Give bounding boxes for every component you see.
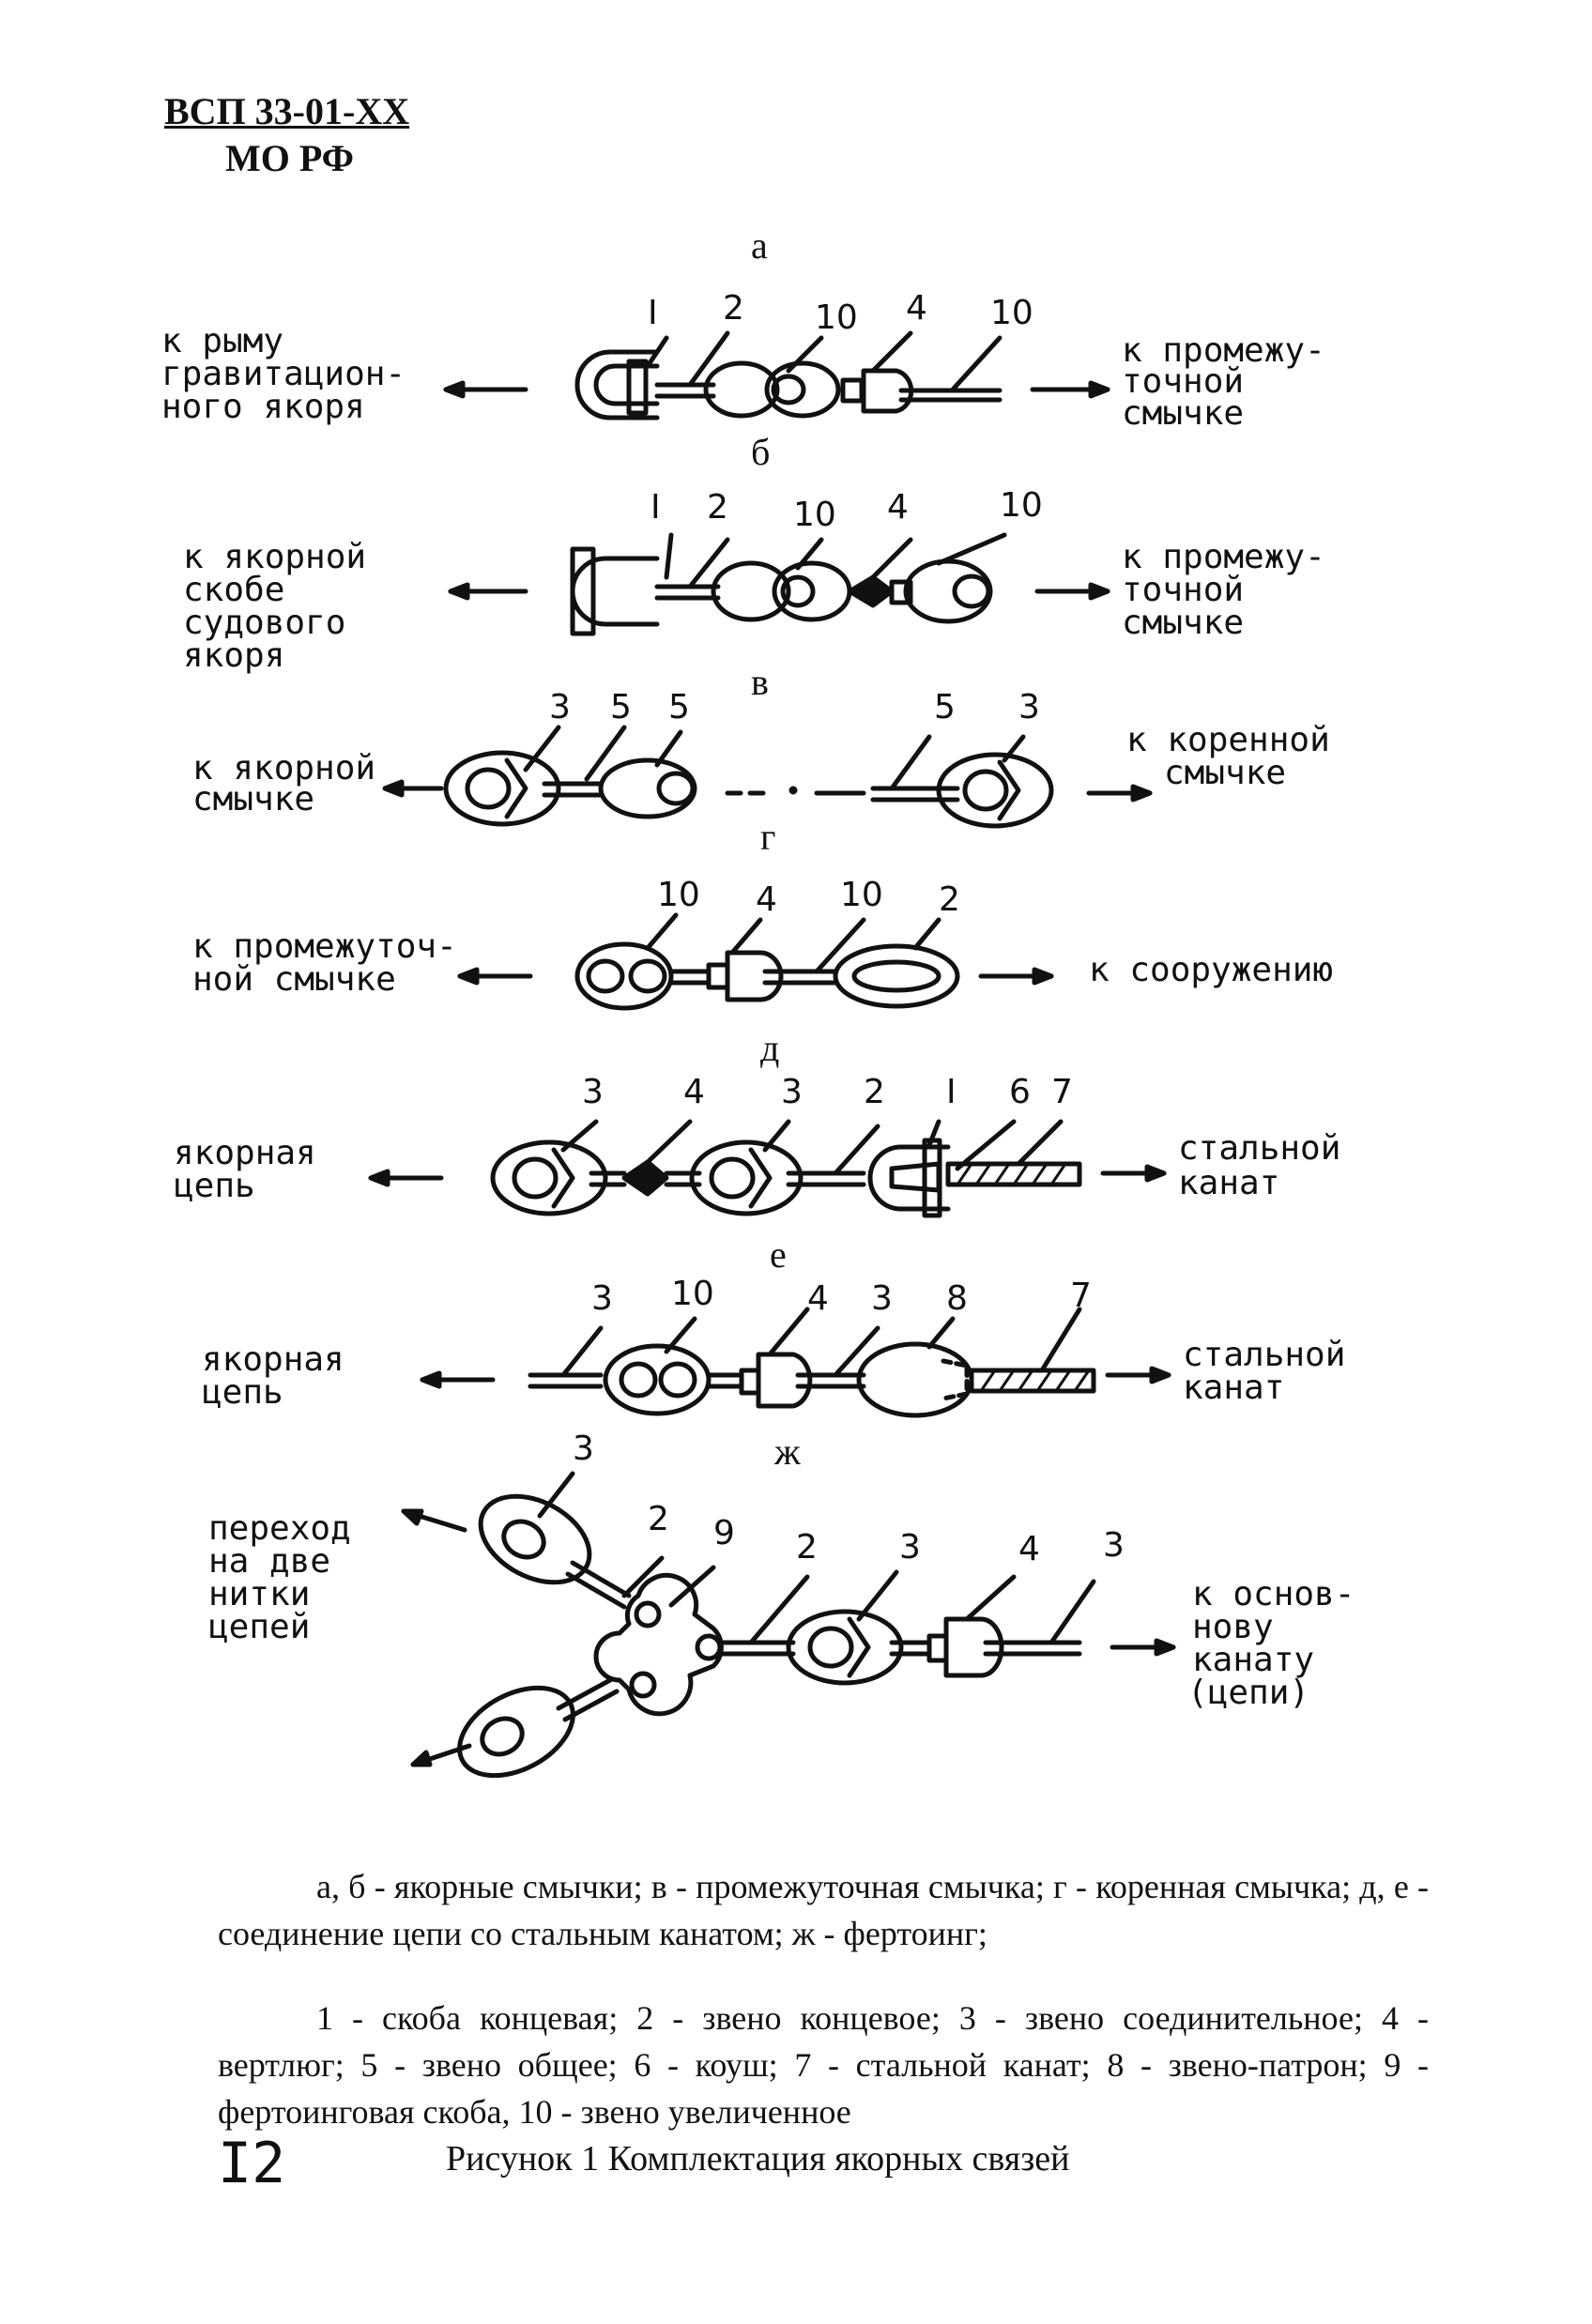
leader [666,535,671,577]
part-number: 10 [671,1275,714,1313]
connecting-link [445,1670,588,1794]
part-number: 5 [934,688,956,726]
connecting-link [692,1142,801,1214]
figure-caption: Рисунок 1 Комплектация якорных связей [446,2139,1070,2179]
part-number: 4 [887,488,909,527]
left-label: переход на две нитки цепей [208,1509,351,1646]
subfigure-g [192,816,1333,1008]
part-number: 3 [1018,688,1040,726]
right-label: стальной канат [1178,1129,1341,1202]
document-code: ВСП 33-01-ХХ [164,90,410,132]
part-number: 10 [840,876,883,914]
swivel-box [843,380,862,401]
legend-subfigures [218,1863,1429,1957]
part-number: 2 [796,1528,818,1567]
part-number: 3 [582,1073,604,1111]
part-number: 2 [707,488,728,527]
part-number: 3 [1103,1526,1125,1565]
part-number: 2 [723,289,744,328]
subfigure-letter: е [770,1233,787,1276]
subfigure-letter: а [751,224,768,267]
subfigure-letter: д [760,1027,780,1069]
part-number: 2 [648,1500,669,1538]
page-number: I2 [218,2131,286,2196]
part-number: 2 [864,1073,885,1111]
left-label: к якорной смычке [192,749,376,818]
leader [563,1328,601,1375]
connecting-link [446,753,559,824]
part-number: 10 [1000,486,1043,525]
right-label: к промежу- точной смычке [1122,331,1325,433]
document-org: МО РФ [225,137,354,179]
thimble [892,1164,939,1190]
part-number: 3 [591,1279,613,1318]
part-number: 10 [657,876,700,914]
right-label: к коренной смычке [1126,721,1330,792]
connecting-link [493,1142,605,1214]
part-number: 4 [1018,1530,1040,1568]
swivel [624,1162,666,1194]
left-label: якорная цепь [202,1340,344,1412]
part-number: 3 [573,1430,594,1468]
part-number: 3 [871,1279,893,1318]
end-shackle [573,558,657,624]
common-link [601,760,695,817]
part-number: 4 [906,289,927,328]
left-label: к рыму гравитацион- ного якоря [161,322,406,426]
swivel [850,577,892,605]
part-number: 5 [610,688,632,726]
arrowhead [446,383,463,396]
end-link [713,563,788,619]
part-number: 9 [713,1514,735,1552]
legend-paragraph: а, б - якорные смычки; в - промежуточная смычка; г - коренная смычка; д, е - соединение цепи со стальным канатом; ж - фертоинг; [218,1868,1429,1952]
subfigure-e [202,1233,1366,1415]
part-number: 10 [990,294,1033,332]
subfigure-b [183,431,1345,675]
part-number: 4 [807,1279,829,1318]
part-number: I [946,1073,957,1111]
right-label: к промежу- точной смычке [1122,538,1325,642]
part-number: 3 [899,1528,921,1567]
leader [648,915,676,948]
right-label: стальной канат [1183,1336,1346,1407]
connecting-link [788,1612,901,1683]
part-number: 4 [756,880,777,919]
arrowhead [1091,383,1108,396]
subfigure-d [174,1027,1361,1216]
part-number: I [651,488,661,527]
subfigure-zh [208,1430,1375,1794]
subfigure-letter: в [751,661,769,703]
part-number: 4 [683,1073,705,1111]
left-label: якорная цепь [174,1134,316,1205]
legend-parts [218,1995,1429,2135]
swivel [727,953,781,1000]
left-label: к промежуточ- ной смычке [192,927,457,999]
part-number: 8 [946,1279,968,1318]
part-number: 10 [815,298,858,337]
subfigure-letter: б [751,431,771,473]
part-number: 7 [1051,1073,1073,1111]
part-number: 3 [549,688,571,726]
part-number: 5 [668,688,690,726]
right-label: к основ- нову канату (цепи) [1187,1575,1355,1712]
part-number: 7 [1070,1277,1092,1315]
right-label: к сооружению [1089,951,1334,989]
legend-paragraph: 1 - скоба концевая; 2 - звено концевое; 3 - звено соединительное; 4 - вертлюг; 5 - звено общее; 6 - коуш; 7 - стальной канат; 8 - звено-патрон; 9 - фертоинговая скоба, 10 - звено увеличенное [218,1999,1429,2131]
part-number: 10 [793,496,836,534]
swivel [758,1354,810,1406]
subfigure-letter: ж [774,1430,801,1473]
subfigure-v [192,661,1350,826]
left-label: к якорной скобе судового якоря [183,538,367,675]
swivel [946,1619,1002,1675]
part-number: 3 [781,1073,803,1111]
subfigure-a [161,224,1345,433]
part-number: 6 [1009,1073,1031,1111]
socket-link [859,1344,972,1415]
part-number: I [648,294,658,332]
enlarged-link [906,561,990,621]
part-number: 2 [939,880,960,919]
subfigure-letter: г [760,816,776,858]
